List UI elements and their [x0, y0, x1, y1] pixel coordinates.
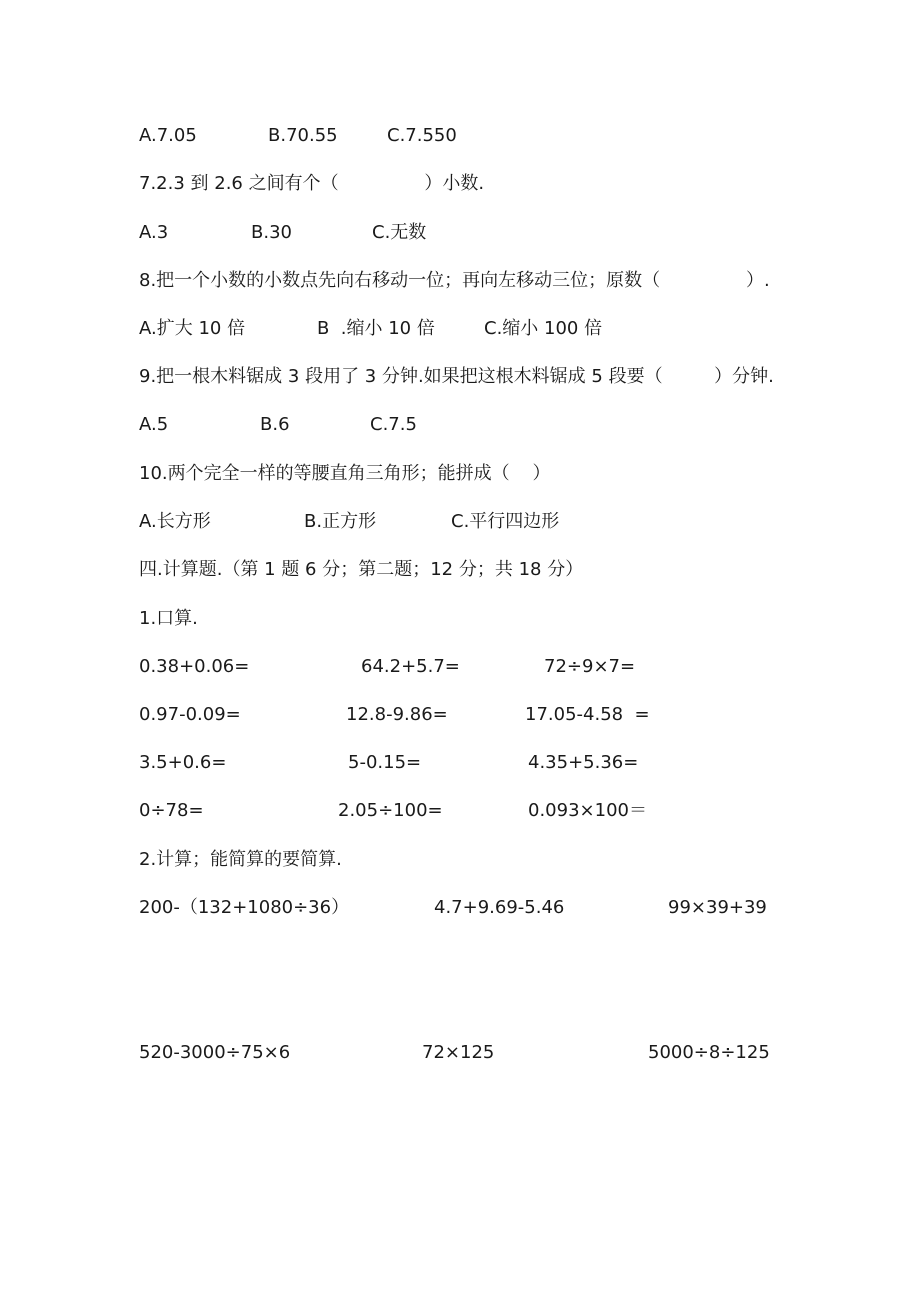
q9-option-a: A.5: [139, 414, 169, 435]
p1-problem: 0÷78=: [139, 800, 204, 821]
q7-option-c: C.无数: [372, 222, 427, 243]
q10-option-b: B.正方形: [304, 511, 377, 532]
q8-option-b: B .缩小 10 倍: [317, 318, 435, 339]
p1-problem: 64.2+5.7=: [361, 656, 460, 677]
section4-heading: 四.计算题.（第 1 题 6 分；第二题；12 分；共 18 分）: [139, 559, 584, 580]
p2-problem: 4.7+9.69-5.46: [434, 897, 565, 918]
p2-title: 2.计算；能简算的要简算.: [139, 849, 342, 870]
q9-stem-line: [0, 363, 920, 391]
p2-problem: 99×39+39: [668, 897, 767, 918]
p1-problem: 0.38+0.06=: [139, 656, 250, 677]
p1-title: 1.口算.: [139, 608, 198, 629]
q7-option-b: B.30: [251, 222, 292, 243]
q6-option-c: C.7.550: [387, 125, 457, 146]
p1-problem: 4.35+5.36=: [528, 752, 639, 773]
p2-problem: 5000÷8÷125: [648, 1042, 770, 1063]
p2-problem: 72×125: [422, 1042, 495, 1063]
p1-problem: 12.8-9.86=: [346, 704, 448, 725]
q6-option-a: A.7.05: [139, 125, 197, 146]
q8-option-c: C.缩小 100 倍: [484, 318, 603, 339]
p1-row: [0, 653, 920, 681]
p2-title-line: [0, 846, 920, 874]
q10-option-c: C.平行四边形: [451, 511, 560, 532]
q7-option-a: A.3: [139, 222, 169, 243]
q6-option-b: B.70.55: [268, 125, 338, 146]
p1-title-line: [0, 605, 920, 633]
p1-row: [0, 701, 920, 729]
p1-problem: 0.97-0.09=: [139, 704, 241, 725]
q10-stem-line: [0, 460, 920, 488]
q9-stem: 9.把一根木料锯成 3 段用了 3 分钟.如果把这根木料锯成 5 段要（ ）分钟.: [139, 366, 774, 387]
q6-options: [0, 122, 920, 150]
q10-options: [0, 508, 920, 536]
q8-stem: 8.把一个小数的小数点先向右移动一位；再向左移动三位；原数（ ）.: [139, 270, 770, 291]
q9-option-c: C.7.5: [370, 414, 417, 435]
q8-options: [0, 315, 920, 343]
section4-heading-line: [0, 556, 920, 584]
p1-problem: 0.093×100＝: [528, 800, 647, 821]
q7-options: [0, 219, 920, 247]
p1-problem: 2.05÷100=: [338, 800, 443, 821]
p1-problem: 3.5+0.6=: [139, 752, 227, 773]
q7-stem: 7.2.3 到 2.6 之间有个（ ）小数.: [139, 173, 485, 194]
q8-option-a: A.扩大 10 倍: [139, 318, 246, 339]
p2-problem: 200-（132+1080÷36）: [139, 897, 350, 918]
q9-options: [0, 411, 920, 439]
p2-row: [0, 894, 920, 922]
q10-option-a: A.长方形: [139, 511, 211, 532]
q7-stem-line: [0, 170, 920, 198]
q10-stem: 10.两个完全一样的等腰直角三角形；能拼成（ ）: [139, 463, 551, 484]
p2-row: [0, 1039, 920, 1067]
q9-option-b: B.6: [260, 414, 290, 435]
p1-problem: 72÷9×7=: [544, 656, 636, 677]
p2-problem: 520-3000÷75×6: [139, 1042, 291, 1063]
p1-row: [0, 797, 920, 825]
p1-problem: 17.05-4.58 =: [525, 704, 650, 725]
p1-problem: 5-0.15=: [348, 752, 422, 773]
q8-stem-line: [0, 267, 920, 295]
p1-row: [0, 749, 920, 777]
